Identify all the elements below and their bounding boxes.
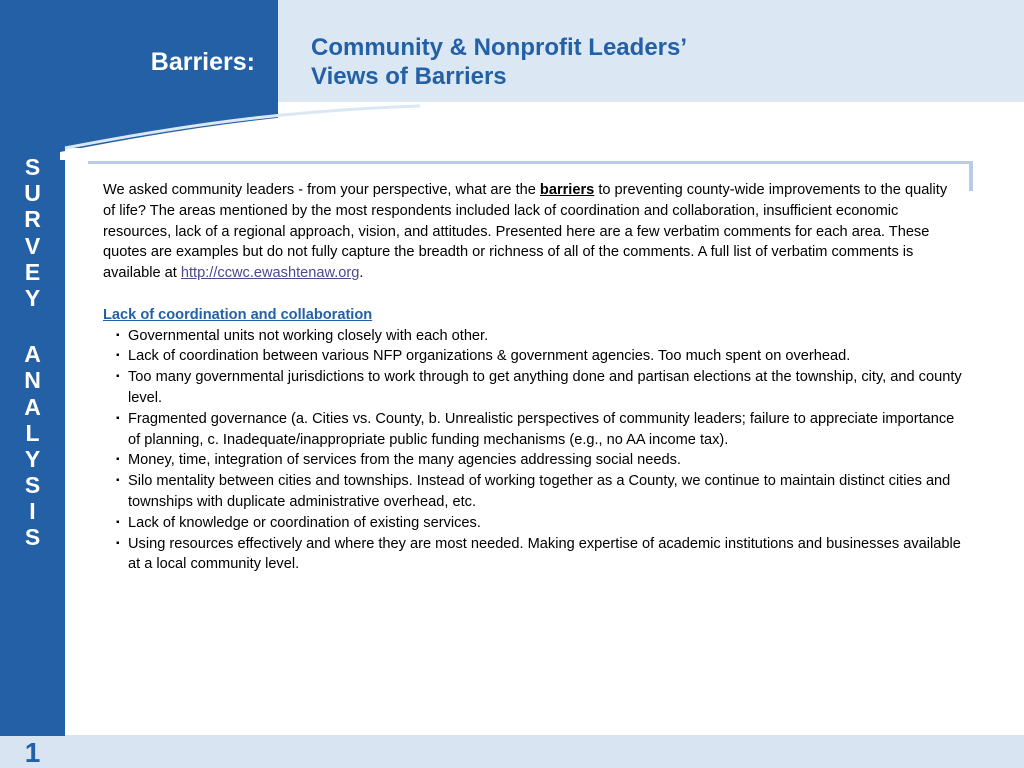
slide-title-line2: Views of Barriers [311, 63, 507, 90]
bullet-icon: ▪ [116, 454, 120, 466]
list-item-text: Lack of coordination between various NFP organizations & government agencies. Too much spent on overhead. [128, 348, 851, 365]
vertical-letter: V [24, 232, 41, 259]
vertical-letter: U [24, 180, 41, 207]
list-item-text: Governmental units not working closely with each other. [128, 327, 489, 344]
footer-band [65, 735, 1024, 768]
intro-text-continued: to preventing county-wide improvements to the quality of life? The areas mentioned by the most respondents included lack of coordination and collaboration, insufficient economic resources, lack of a regional approach, vision, and attitudes. Presented here are a few verbatim comments for each area. These quotes are examples but do not fully capture the breadth or richness of all of the comments. A full list of verbatim comments is available at [103, 182, 948, 282]
intro-text: We asked community leaders - from your perspective, what are the [103, 182, 540, 198]
vertical-letter: L [25, 419, 40, 446]
vertical-letter: S [24, 472, 41, 499]
list-item [116, 367, 963, 409]
list-item [116, 346, 963, 367]
list-item [116, 450, 963, 471]
bullet-icon: ▪ [116, 412, 120, 424]
slide-title [311, 33, 961, 91]
section-label: Barriers: [150, 48, 255, 76]
list-item [116, 471, 963, 513]
content-frame-right [969, 161, 973, 191]
vertical-letter: Y [24, 284, 41, 311]
intro-keyword: barriers [539, 182, 595, 198]
list-item [116, 513, 963, 534]
vertical-letter: A [24, 393, 41, 420]
list-item-text: Too many governmental jurisdictions to work through to get anything done and partisan elections at the township, city, and county level. [128, 369, 962, 406]
intro-end: . [359, 265, 364, 282]
list-item-text: Money, time, integration of services from the many agencies addressing social needs. [128, 452, 681, 469]
content-body [103, 180, 963, 575]
section-subheading: Lack of coordination and collaboration [103, 306, 373, 323]
bullet-icon: ▪ [116, 475, 120, 487]
vertical-letter: N [24, 367, 41, 394]
vertical-letter: I [29, 498, 36, 525]
list-item-text: Silo mentality between cities and townships. Instead of working together as a County, we continue to maintain distinct cities and townships with duplicate administrative overhead, etc. [128, 473, 951, 510]
bullet-icon: ▪ [116, 516, 120, 528]
comments-list [103, 326, 963, 576]
vertical-letter: A [24, 341, 41, 368]
page-number: 1 [0, 736, 65, 768]
list-item-text: Using resources effectively and where they are most needed. Making expertise of academic institutions and businesses available at a local community level. [128, 535, 961, 573]
intro-paragraph [103, 180, 963, 284]
vertical-letter: E [24, 258, 41, 285]
vertical-letter: R [24, 206, 41, 233]
bullet-icon: ▪ [116, 350, 120, 362]
vertical-letter: Y [24, 445, 41, 472]
vertical-survey-analysis [0, 154, 65, 551]
list-item-text: Fragmented governance (a. Cities vs. County, b. Unrealistic perspectives of community leaders; failure to appreciate importance of planning, c. Inadequate/inappropriate public funding mechanisms (e.g., no AA income tax). [128, 410, 955, 448]
bullet-icon: ▪ [116, 371, 120, 383]
vertical-letter: S [24, 154, 41, 180]
bullet-icon: ▪ [116, 537, 120, 549]
verbatim-comments-link[interactable]: http://ccwc.ewashtenaw.org [180, 265, 360, 282]
list-item [116, 326, 963, 347]
bullet-icon: ▪ [116, 329, 120, 341]
vertical-letter: S [24, 524, 41, 551]
list-item [116, 534, 963, 576]
list-item-text: Lack of knowledge or coordination of existing services. [128, 514, 481, 531]
slide-title-line1: Community & Nonprofit Leaders’ [311, 34, 688, 61]
content-frame-top [88, 161, 973, 164]
list-item [116, 409, 963, 451]
